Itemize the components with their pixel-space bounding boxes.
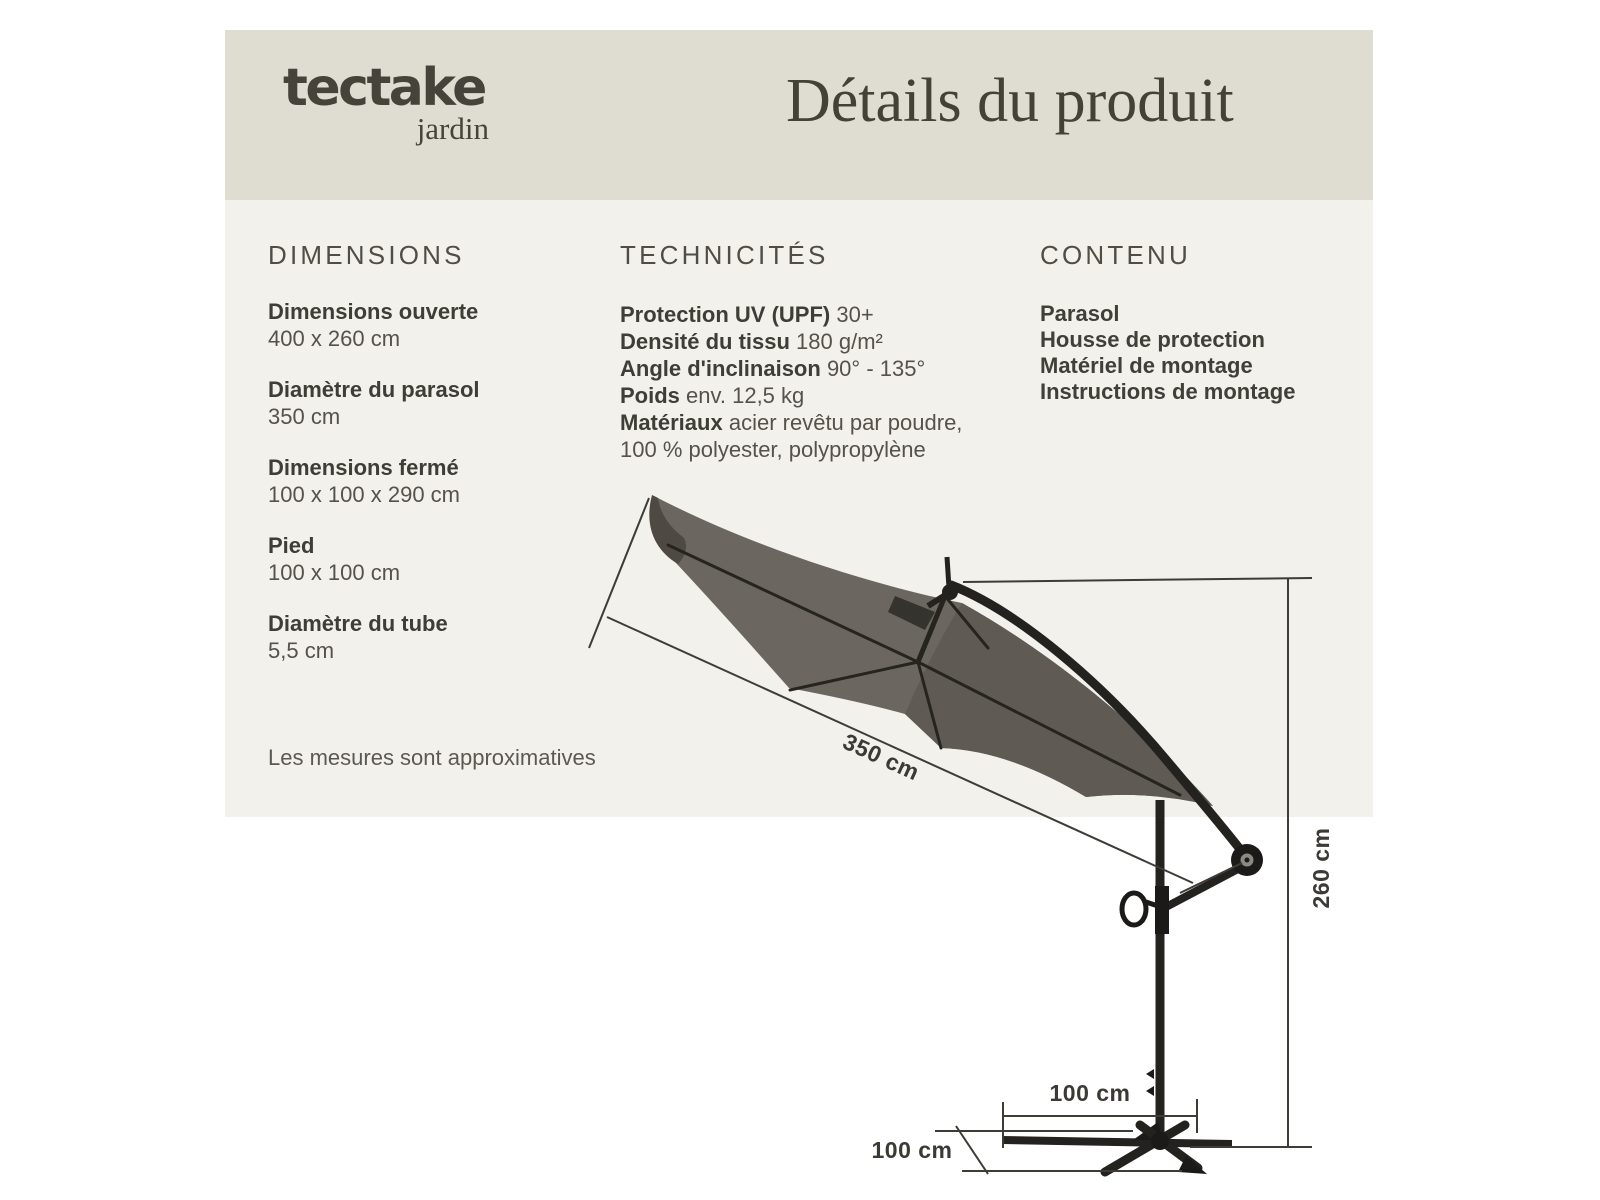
spec-label: Pied (268, 533, 315, 558)
spec-value: 100 x 100 x 290 cm (268, 482, 461, 507)
dimension-label-base-depth: 100 cm (871, 1137, 953, 1163)
spec-label: Dimensions ouverte (268, 299, 479, 324)
spec-value: 350 cm (268, 404, 341, 429)
content-item: Instructions de montage (1040, 379, 1296, 404)
content-item: Parasol (1040, 301, 1120, 326)
dimension-label-base-width: 100 cm (1049, 1080, 1131, 1106)
spec-value: env. 12,5 kg (686, 383, 805, 408)
spec-value: 5,5 cm (268, 638, 335, 663)
spec-value: 400 x 260 cm (268, 326, 401, 351)
brand-sub: jardin (416, 111, 489, 146)
spec-value: acier revêtu par poudre, (728, 410, 963, 435)
spec-line-continuation: 100 % polyester, polypropylène (620, 437, 926, 462)
spec-label: Poids (620, 383, 680, 408)
spec-label: Diamètre du tube (268, 611, 448, 636)
mast (1146, 800, 1160, 1141)
spec-label: Dimensions fermé (268, 455, 459, 480)
content-item: Housse de protection (1040, 327, 1265, 352)
canopy (649, 495, 1213, 806)
spec-value: 30+ (836, 302, 874, 327)
section-heading: CONTENU (1040, 240, 1191, 270)
spec-label: Densité du tissu (620, 329, 790, 354)
spec-label: Angle d'inclinaison (620, 356, 821, 381)
page-title: Détails du produit (786, 67, 1234, 135)
spec-label: Matériaux (620, 410, 723, 435)
spec-label: Protection UV (UPF) (620, 302, 831, 327)
spec-value: 100 x 100 cm (268, 560, 401, 585)
spec-value: 180 g/m² (796, 329, 883, 354)
dimension-label-height: 260 cm (1308, 827, 1334, 909)
spec-label: Diamètre du parasol (268, 377, 480, 402)
section-heading: DIMENSIONS (268, 240, 465, 270)
crank-handle (1122, 893, 1146, 925)
brand-name: tectake (283, 58, 485, 118)
dimension-label-canopy-width: 350 cm (839, 728, 924, 786)
content-item: Matériel de montage (1040, 353, 1253, 378)
section-heading: TECHNICITÉS (620, 240, 829, 270)
spec-value: 90° - 135° (826, 356, 926, 381)
measurements-note: Les mesures sont approximatives (268, 745, 596, 770)
